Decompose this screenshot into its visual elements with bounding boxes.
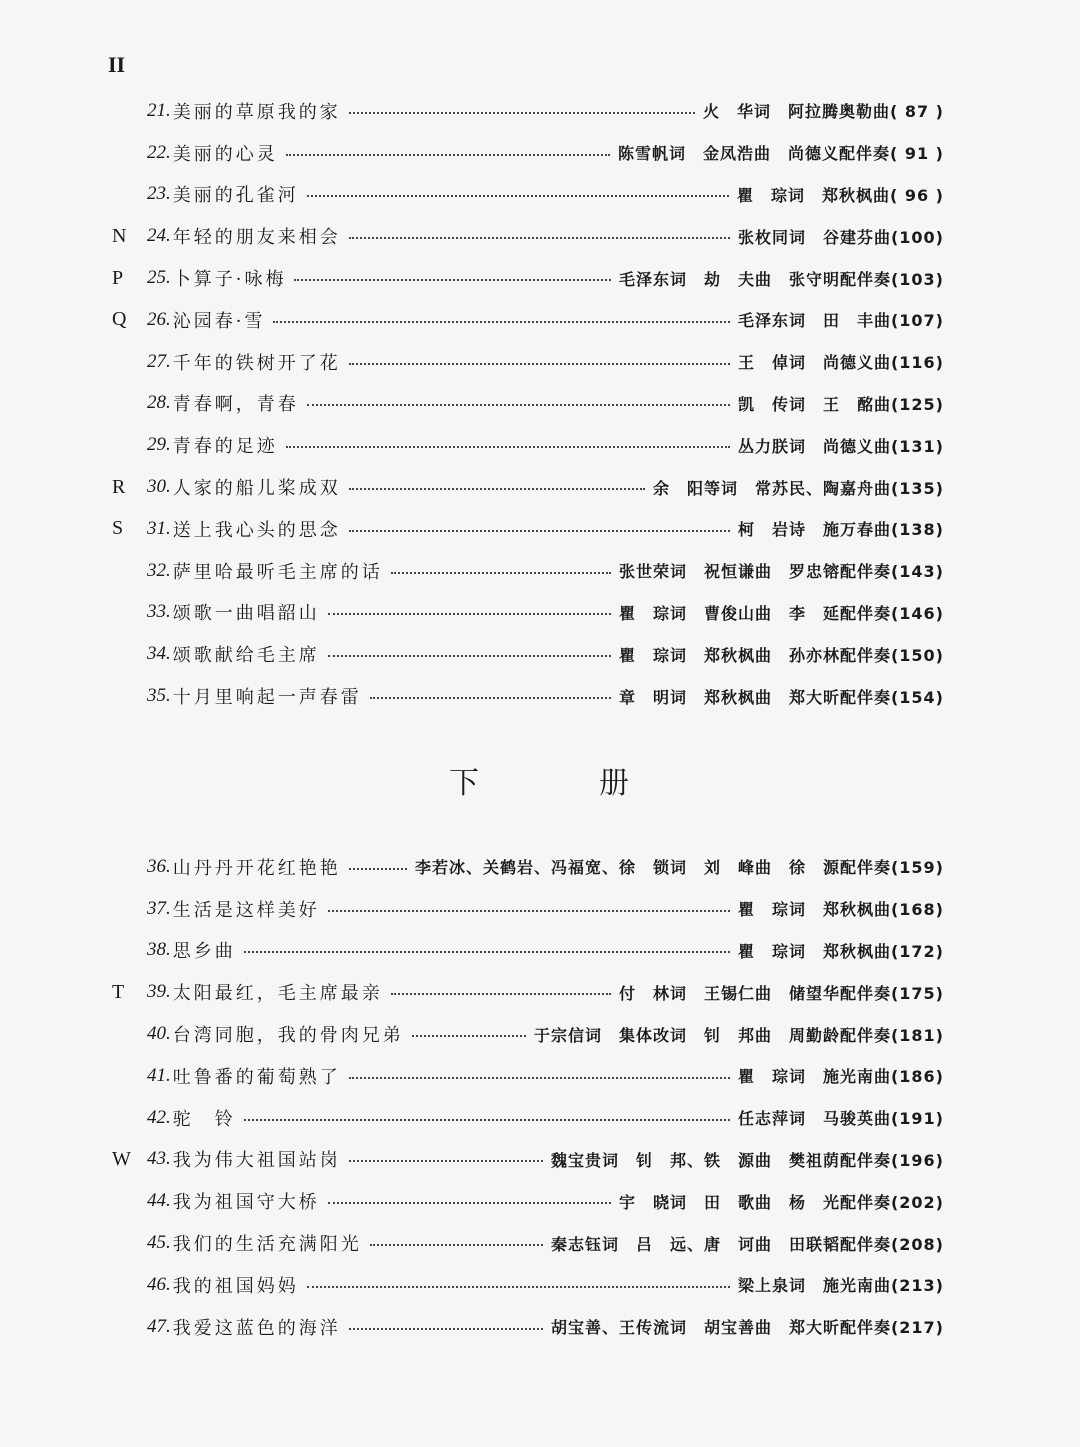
entry-number: 41. (147, 1064, 171, 1086)
entry-number: 21. (147, 99, 171, 121)
toc-entry (0, 1139, 1080, 1181)
toc-entry (0, 215, 1080, 257)
song-credits: 张枚同词 谷建芬曲(100) (737, 227, 944, 247)
toc-entry-line (147, 683, 944, 709)
toc-entry-line (147, 474, 944, 500)
index-letter: S (112, 517, 124, 540)
index-letter: R (112, 475, 126, 498)
toc-entry-line (147, 1105, 944, 1131)
index-letter: N (112, 224, 127, 247)
entry-number: 22. (147, 141, 171, 163)
song-credits: 凯 传词 王 酩曲(125) (737, 394, 944, 414)
entry-number: 23. (147, 183, 171, 205)
toc-entry (0, 424, 1080, 466)
song-title: 送上我心头的思念 (172, 519, 341, 541)
dot-leader (349, 1160, 543, 1162)
toc-entry (0, 592, 1080, 634)
song-title: 生活是这样美好 (172, 899, 320, 921)
dot-leader (328, 613, 611, 615)
dot-leader (391, 993, 611, 995)
dot-leader (349, 237, 730, 239)
entry-number: 35. (147, 685, 171, 707)
toc-entry-line (147, 223, 944, 249)
dot-leader (307, 404, 730, 406)
toc-entry (0, 90, 1080, 132)
entry-number: 38. (147, 939, 171, 961)
toc-entry-line (147, 558, 944, 584)
dot-leader (370, 697, 611, 699)
dot-leader (328, 1202, 611, 1204)
entry-number: 29. (147, 434, 171, 456)
entry-number: 42. (147, 1106, 171, 1128)
entry-number: 31. (147, 517, 171, 539)
song-credits: 火 华词 阿拉腾奥勒曲( 87 ) (702, 102, 944, 122)
song-title: 吐鲁番的葡萄熟了 (172, 1066, 341, 1088)
entry-number: 27. (147, 350, 171, 372)
song-title: 青春啊，青春 (172, 394, 299, 416)
toc-entry (0, 675, 1080, 717)
song-credits: 秦志钰词 吕 远、唐 诃曲 田联韬配伴奏(208) (550, 1234, 944, 1254)
entry-number: 30. (147, 476, 171, 498)
entry-number: 34. (147, 643, 171, 665)
dot-leader (286, 154, 610, 156)
entry-number: 43. (147, 1148, 171, 1170)
dot-leader (307, 195, 729, 197)
song-title: 我们的生活充满阳光 (172, 1234, 362, 1256)
song-credits: 王 倬词 尚德义曲(116) (737, 353, 944, 373)
song-title: 我爱这蓝色的海洋 (172, 1317, 341, 1339)
dot-leader (349, 363, 730, 365)
page-number: II (108, 52, 126, 77)
entry-number: 32. (147, 559, 171, 581)
toc-entry (0, 1013, 1080, 1055)
entry-number: 28. (147, 392, 171, 414)
song-title: 思乡曲 (172, 941, 236, 963)
song-title: 人家的船儿桨成双 (172, 478, 341, 500)
toc-entry (0, 257, 1080, 299)
toc-entry (0, 1264, 1080, 1306)
toc-entry (0, 1222, 1080, 1264)
toc-entry-line (147, 181, 944, 207)
section-heading-char-1: 下 (449, 766, 481, 801)
song-title: 美丽的草原我的家 (172, 101, 341, 123)
toc-entry-line (147, 599, 944, 625)
toc-entry (0, 846, 1080, 888)
song-credits: 胡宝善、王传流词 胡宝善曲 郑大昕配伴奏(217) (550, 1318, 944, 1338)
song-credits: 陈雪帆词 金凤浩曲 尚德义配伴奏( 91 ) (617, 144, 944, 164)
toc-entry-line (147, 1146, 944, 1172)
toc-entry (0, 466, 1080, 508)
entry-number: 36. (147, 855, 171, 877)
toc-entry-line (147, 432, 944, 458)
dot-leader (412, 1035, 526, 1037)
toc-entry-line (147, 140, 944, 166)
song-credits: 瞿 琮词 郑秋枫曲(168) (737, 900, 944, 920)
dot-leader (244, 1119, 730, 1121)
song-credits: 丛力朕词 尚德义曲(131) (737, 436, 944, 456)
dot-leader (328, 655, 611, 657)
song-title: 我为伟大祖国站岗 (172, 1150, 341, 1172)
dot-leader (273, 321, 729, 323)
song-title: 台湾同胞，我的骨肉兄弟 (172, 1025, 404, 1047)
toc-entry-line (147, 854, 944, 880)
song-title: 太阳最红，毛主席最亲 (172, 983, 383, 1005)
toc-entry (0, 550, 1080, 592)
toc-entry-line (147, 1314, 944, 1340)
entry-number: 45. (147, 1232, 171, 1254)
song-credits: 毛泽东词 田 丰曲(107) (737, 311, 944, 331)
song-title: 颂歌献给毛主席 (172, 645, 320, 667)
entry-number: 44. (147, 1190, 171, 1212)
song-credits: 张世荣词 祝恒谦曲 罗忠镕配伴奏(143) (618, 562, 944, 582)
toc-entry (0, 341, 1080, 383)
song-title: 千年的铁树开了花 (172, 352, 341, 374)
toc-entry (0, 174, 1080, 216)
song-title: 十月里响起一声春雷 (172, 687, 362, 709)
dot-leader (349, 530, 730, 532)
song-credits: 瞿 琮词 施光南曲(186) (737, 1067, 944, 1087)
toc-entry-line (147, 98, 944, 124)
entry-number: 25. (147, 267, 171, 289)
entry-number: 33. (147, 601, 171, 623)
toc-entry-line (147, 1230, 944, 1256)
toc-entry (0, 1180, 1080, 1222)
toc-entry-line (147, 307, 944, 333)
dot-leader (244, 951, 730, 953)
song-credits: 宇 晓词 田 歌曲 杨 光配伴奏(202) (618, 1192, 944, 1212)
dot-leader (349, 1077, 730, 1079)
entry-number: 39. (147, 981, 171, 1003)
toc-entry (0, 971, 1080, 1013)
song-credits: 付 林词 王锡仁曲 储望华配伴奏(175) (618, 983, 944, 1003)
toc-entry (0, 1097, 1080, 1139)
dot-leader (370, 1244, 543, 1246)
toc-lower-volume (0, 846, 1080, 1348)
index-letter: T (112, 980, 125, 1003)
toc-entry (0, 633, 1080, 675)
song-title: 萨里哈最听毛主席的话 (172, 561, 383, 583)
index-letter: P (112, 266, 124, 289)
dot-leader (349, 1328, 543, 1330)
song-credits: 瞿 琮词 郑秋枫曲( 96 ) (736, 185, 944, 205)
toc-entry-line (147, 349, 944, 375)
toc-entry-line (147, 1188, 944, 1214)
toc-entry-line (147, 1272, 944, 1298)
toc-entry-line (147, 1021, 944, 1047)
toc-entry-line (147, 1063, 944, 1089)
dot-leader (328, 910, 730, 912)
toc-entry (0, 930, 1080, 972)
song-title: 美丽的孔雀河 (172, 185, 299, 207)
song-title: 驼 铃 (172, 1108, 236, 1130)
entry-number: 37. (147, 897, 171, 919)
entry-number: 40. (147, 1023, 171, 1045)
dot-leader (286, 446, 730, 448)
entry-number: 46. (147, 1273, 171, 1295)
toc-entry (0, 888, 1080, 930)
song-credits: 瞿 琮词 郑秋枫曲(172) (737, 941, 944, 961)
song-title: 青春的足迹 (172, 436, 278, 458)
entry-number: 47. (147, 1315, 171, 1337)
song-credits: 柯 岩诗 施万春曲(138) (737, 520, 944, 540)
song-credits: 毛泽东词 劫 夫曲 张守明配伴奏(103) (618, 269, 944, 289)
toc-entry (0, 299, 1080, 341)
song-credits: 章 明词 郑秋枫曲 郑大昕配伴奏(154) (618, 687, 944, 707)
entry-number: 26. (147, 308, 171, 330)
song-title: 颂歌一曲唱韶山 (172, 603, 320, 625)
toc-entry-line (147, 265, 944, 291)
dot-leader (349, 112, 695, 114)
section-heading (0, 758, 1080, 802)
toc-entry-line (147, 937, 944, 963)
toc-entry-line (147, 641, 944, 667)
song-title: 卜算子·咏梅 (172, 269, 287, 291)
toc-entry-line (147, 390, 944, 416)
index-letter: W (112, 1147, 131, 1170)
dot-leader (349, 488, 645, 490)
song-title: 我为祖国守大桥 (172, 1192, 320, 1214)
toc-entry (0, 1055, 1080, 1097)
toc-entry (0, 132, 1080, 174)
dot-leader (349, 868, 407, 870)
song-credits: 余 阳等词 常苏民、陶嘉舟曲(135) (652, 478, 944, 498)
dot-leader (294, 279, 610, 281)
toc-entry-line (147, 896, 944, 922)
dot-leader (391, 572, 611, 574)
dot-leader (307, 1286, 730, 1288)
song-credits: 梁上泉词 施光南曲(213) (737, 1276, 944, 1296)
index-letter: Q (112, 308, 127, 331)
entry-number: 24. (147, 225, 171, 247)
song-title: 年轻的朋友来相会 (172, 227, 341, 249)
section-heading-char-2: 册 (599, 766, 631, 801)
song-credits: 瞿 琮词 曹俊山曲 李 延配伴奏(146) (618, 603, 944, 623)
toc-upper-volume (0, 90, 1080, 717)
song-title: 美丽的心灵 (172, 143, 278, 165)
song-credits: 魏宝贵词 钊 邦、铁 源曲 樊祖荫配伴奏(196) (550, 1150, 944, 1170)
song-title: 沁园春·雪 (172, 310, 266, 332)
song-title: 我的祖国妈妈 (172, 1275, 299, 1297)
toc-entry (0, 1306, 1080, 1348)
song-credits: 瞿 琮词 郑秋枫曲 孙亦林配伴奏(150) (618, 645, 944, 665)
song-title: 山丹丹开花红艳艳 (172, 857, 341, 879)
toc-entry-line (147, 979, 944, 1005)
song-credits: 任志萍词 马骏英曲(191) (737, 1109, 944, 1129)
toc-entry (0, 508, 1080, 550)
song-credits: 于宗信词 集体改词 钊 邦曲 周勤龄配伴奏(181) (533, 1025, 944, 1045)
toc-entry (0, 383, 1080, 425)
song-credits: 李若冰、关鹤岩、冯福宽、徐 锁词 刘 峰曲 徐 源配伴奏(159) (414, 858, 944, 878)
toc-entry-line (147, 516, 944, 542)
